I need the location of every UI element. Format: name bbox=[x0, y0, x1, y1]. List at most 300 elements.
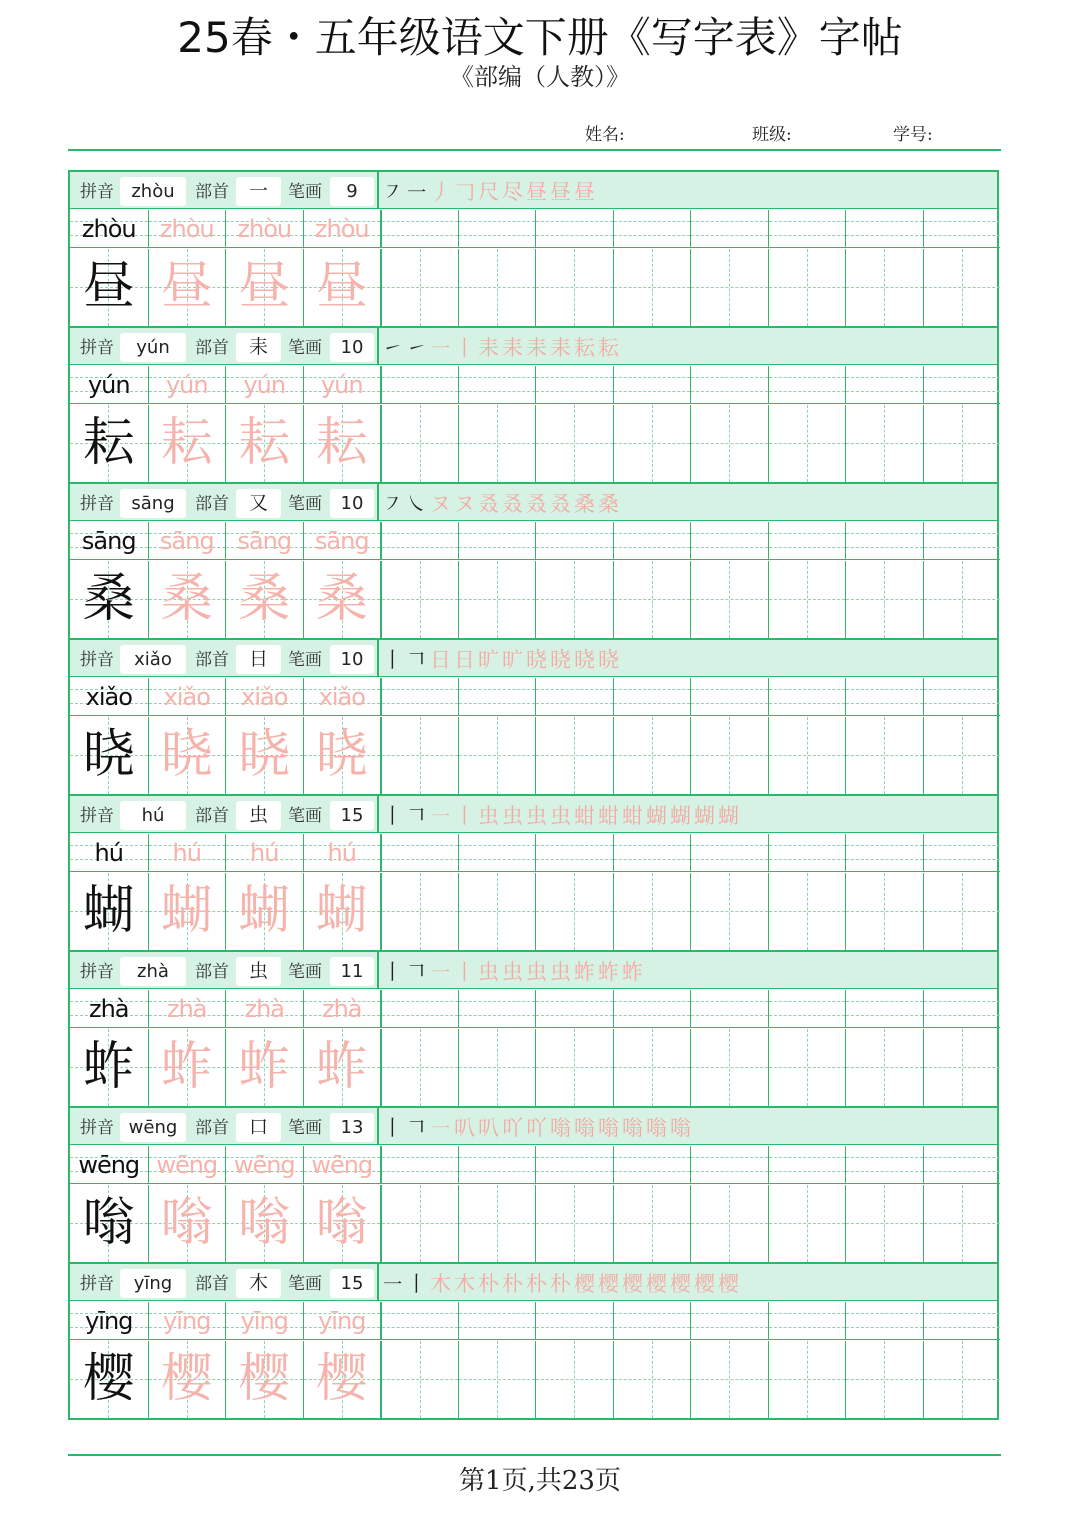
character-model: 蚱 bbox=[82, 1037, 135, 1097]
pinyin-value: wēng bbox=[120, 1113, 186, 1142]
character-practice-cell bbox=[458, 561, 536, 638]
stroke-step: 木 bbox=[454, 1272, 478, 1296]
pinyin-practice-cell bbox=[458, 678, 536, 716]
practice-grid bbox=[68, 170, 999, 1420]
character-info-row bbox=[70, 326, 997, 365]
character-practice-cell bbox=[845, 561, 923, 638]
stroke-step: 日 bbox=[454, 648, 478, 672]
stroke-count-label: 笔画 bbox=[288, 806, 322, 826]
stroke-step: 虫 bbox=[478, 804, 502, 828]
pinyin-model-cell bbox=[70, 522, 148, 560]
character-model-cell bbox=[70, 249, 148, 326]
pinyin-trace-cell bbox=[148, 1146, 226, 1184]
stroke-order-sequence bbox=[382, 487, 622, 521]
stroke-step: 𠃍 bbox=[406, 804, 430, 828]
character-practice-cell bbox=[613, 1185, 691, 1262]
radical-label: 部首 bbox=[195, 1118, 229, 1138]
character-trace-cell bbox=[225, 405, 303, 482]
character-trace: 蝴 bbox=[160, 881, 213, 941]
character-practice-cell bbox=[535, 561, 613, 638]
pinyin-trace-cell bbox=[148, 210, 226, 248]
character-practice-cell bbox=[923, 1185, 1001, 1262]
pinyin-practice-cell bbox=[535, 1302, 613, 1340]
character-trace: 桑 bbox=[315, 569, 368, 629]
pinyin-trace-cell bbox=[148, 678, 226, 716]
stroke-step: 蚶 bbox=[574, 804, 598, 828]
stroke-step: 尽 bbox=[502, 180, 526, 204]
pinyin-trace-cell bbox=[148, 522, 226, 560]
radical-value: 虫 bbox=[236, 801, 281, 830]
character-block bbox=[70, 794, 997, 950]
pinyin-label: 拼音 bbox=[80, 650, 114, 670]
pinyin-practice-cell bbox=[845, 522, 923, 560]
pinyin-practice-cell bbox=[923, 366, 1001, 404]
radical-label: 部首 bbox=[195, 650, 229, 670]
stroke-count-value: 10 bbox=[330, 645, 374, 674]
stroke-step: 朴 bbox=[502, 1272, 526, 1296]
pinyin-practice-cell bbox=[380, 522, 458, 560]
pinyin-value: yún bbox=[120, 333, 186, 362]
footer-divider bbox=[68, 1454, 1001, 1456]
pinyin-value: sāng bbox=[120, 489, 186, 518]
pinyin-practice-cell bbox=[613, 678, 691, 716]
pinyin-practice-cell bbox=[613, 366, 691, 404]
character-trace-cell bbox=[225, 873, 303, 950]
character-trace: 晓 bbox=[160, 725, 213, 785]
info-divider bbox=[377, 1108, 379, 1144]
character-practice-cell bbox=[458, 1341, 536, 1418]
pinyin-practice-cell bbox=[690, 210, 768, 248]
stroke-step: 丨 bbox=[382, 804, 406, 828]
pinyin-trace-cell bbox=[225, 1302, 303, 1340]
info-divider bbox=[377, 796, 379, 832]
pinyin-trace: zhà bbox=[166, 995, 207, 1023]
character-trace: 蚱 bbox=[238, 1037, 291, 1097]
character-trace: 蝴 bbox=[238, 881, 291, 941]
stroke-step: 耒 bbox=[478, 336, 502, 360]
stroke-step: 虫 bbox=[478, 960, 502, 984]
character-info-row bbox=[70, 638, 997, 677]
pinyin-practice-cell bbox=[845, 678, 923, 716]
pinyin-trace: zhòu bbox=[314, 215, 369, 243]
stroke-step: ㇐ bbox=[430, 336, 454, 360]
stroke-step: ヌ bbox=[430, 492, 454, 516]
character-practice-cell bbox=[380, 1029, 458, 1106]
pinyin-practice-cell bbox=[535, 990, 613, 1028]
stroke-step: 耒 bbox=[502, 336, 526, 360]
stroke-count-value: 11 bbox=[330, 957, 374, 986]
pinyin-model: zhà bbox=[88, 995, 129, 1023]
pinyin-model-cell bbox=[70, 834, 148, 872]
info-divider bbox=[377, 484, 379, 520]
pinyin-trace: hú bbox=[172, 839, 201, 867]
stroke-step: 虫 bbox=[526, 804, 550, 828]
pinyin-practice-cell bbox=[690, 1146, 768, 1184]
stroke-step: 木 bbox=[430, 1272, 454, 1296]
character-trace-cell bbox=[148, 249, 226, 326]
stroke-step: 蚱 bbox=[574, 960, 598, 984]
radical-value: 耒 bbox=[236, 333, 281, 362]
pinyin-trace-cell bbox=[303, 678, 381, 716]
character-trace-cell bbox=[303, 1185, 381, 1262]
pinyin-trace: xiǎo bbox=[318, 683, 365, 711]
stroke-step: 虫 bbox=[550, 960, 574, 984]
character-practice-cell bbox=[845, 249, 923, 326]
character-block bbox=[70, 170, 997, 326]
character-practice-cell bbox=[768, 1185, 846, 1262]
stroke-step: 嗡 bbox=[574, 1116, 598, 1140]
stroke-count-label: 笔画 bbox=[288, 338, 322, 358]
character-trace-cell bbox=[148, 717, 226, 794]
info-divider bbox=[377, 1264, 379, 1300]
character-practice-cell bbox=[845, 873, 923, 950]
stroke-order-sequence bbox=[382, 799, 742, 833]
character-block bbox=[70, 326, 997, 482]
header-divider bbox=[68, 149, 1001, 151]
character-block bbox=[70, 638, 997, 794]
pinyin-model: yún bbox=[87, 371, 130, 399]
pinyin-trace: yīng bbox=[240, 1307, 288, 1335]
pinyin-practice-cell bbox=[845, 834, 923, 872]
character-practice-cell bbox=[768, 717, 846, 794]
character-practice-cell bbox=[380, 1341, 458, 1418]
pinyin-practice-cell bbox=[535, 678, 613, 716]
character-trace-cell bbox=[303, 873, 381, 950]
pinyin-model: hú bbox=[94, 839, 123, 867]
stroke-step: 耒 bbox=[550, 336, 574, 360]
pinyin-practice-cell bbox=[613, 1146, 691, 1184]
character-model: 晓 bbox=[82, 725, 135, 785]
character-model: 耘 bbox=[82, 413, 135, 473]
pinyin-practice-cell bbox=[768, 1302, 846, 1340]
character-trace-cell bbox=[225, 1341, 303, 1418]
character-practice-cell bbox=[768, 405, 846, 482]
stroke-step: 叭 bbox=[454, 1116, 478, 1140]
character-trace-cell bbox=[303, 1341, 381, 1418]
pinyin-model-cell bbox=[70, 990, 148, 1028]
pinyin-practice-cell bbox=[690, 990, 768, 1028]
pinyin-practice-cell bbox=[535, 522, 613, 560]
pinyin-trace: xiǎo bbox=[163, 683, 210, 711]
pinyin-model: sāng bbox=[81, 527, 136, 555]
stroke-step: ㇀ bbox=[406, 336, 430, 360]
character-trace-cell bbox=[225, 717, 303, 794]
pinyin-practice-cell bbox=[690, 366, 768, 404]
character-practice-cell bbox=[845, 405, 923, 482]
stroke-step: 旷 bbox=[478, 648, 502, 672]
pinyin-model: yīng bbox=[85, 1307, 133, 1335]
student-number-field-label: 学号: bbox=[893, 125, 933, 145]
stroke-step: 桑 bbox=[574, 492, 598, 516]
pinyin-trace: wēng bbox=[233, 1151, 295, 1179]
pinyin-practice-cell bbox=[845, 1146, 923, 1184]
character-trace: 蝴 bbox=[315, 881, 368, 941]
stroke-count-value: 15 bbox=[330, 1269, 374, 1298]
character-practice-cell bbox=[845, 1341, 923, 1418]
radical-label: 部首 bbox=[195, 338, 229, 358]
character-trace-cell bbox=[148, 873, 226, 950]
stroke-step: 樱 bbox=[574, 1272, 598, 1296]
pinyin-trace-cell bbox=[303, 990, 381, 1028]
radical-value: 又 bbox=[236, 489, 281, 518]
character-trace: 昼 bbox=[315, 257, 368, 317]
character-practice-cell bbox=[690, 1341, 768, 1418]
pinyin-trace: zhà bbox=[321, 995, 362, 1023]
stroke-step: 蚶 bbox=[622, 804, 646, 828]
character-practice-cell bbox=[535, 1341, 613, 1418]
character-trace-cell bbox=[303, 1029, 381, 1106]
stroke-count-value: 10 bbox=[330, 489, 374, 518]
character-practice-cell bbox=[845, 1185, 923, 1262]
character-trace-cell bbox=[148, 561, 226, 638]
character-trace: 嗡 bbox=[315, 1193, 368, 1253]
pinyin-value: zhà bbox=[120, 957, 186, 986]
character-trace: 嗡 bbox=[160, 1193, 213, 1253]
pinyin-practice-cell bbox=[768, 834, 846, 872]
character-info-row bbox=[70, 482, 997, 521]
info-divider bbox=[377, 172, 379, 208]
radical-label: 部首 bbox=[195, 494, 229, 514]
pinyin-practice-cell bbox=[690, 522, 768, 560]
character-practice-cell bbox=[458, 717, 536, 794]
pinyin-model: xiǎo bbox=[85, 683, 132, 711]
character-model-cell bbox=[70, 717, 148, 794]
character-trace-cell bbox=[225, 249, 303, 326]
stroke-step: 丨 bbox=[454, 336, 478, 360]
stroke-step: 嗡 bbox=[598, 1116, 622, 1140]
character-trace-cell bbox=[148, 405, 226, 482]
pinyin-trace-cell bbox=[225, 366, 303, 404]
pinyin-trace: xiǎo bbox=[241, 683, 288, 711]
pinyin-value: hú bbox=[120, 801, 186, 830]
pinyin-model: zhòu bbox=[81, 215, 136, 243]
character-practice-cell bbox=[535, 717, 613, 794]
stroke-count-value: 13 bbox=[330, 1113, 374, 1142]
character-trace: 昼 bbox=[238, 257, 291, 317]
character-practice-cell bbox=[845, 717, 923, 794]
pinyin-trace-cell bbox=[303, 522, 381, 560]
pinyin-practice-cell bbox=[923, 1302, 1001, 1340]
radical-label: 部首 bbox=[195, 806, 229, 826]
character-trace: 桑 bbox=[160, 569, 213, 629]
character-practice-cell bbox=[613, 561, 691, 638]
name-field-label: 姓名: bbox=[585, 125, 625, 145]
character-info-row bbox=[70, 1262, 997, 1301]
pinyin-model-cell bbox=[70, 1302, 148, 1340]
pinyin-trace: yún bbox=[243, 371, 286, 399]
stroke-count-value: 9 bbox=[330, 177, 374, 206]
character-practice-cell bbox=[690, 249, 768, 326]
pinyin-label: 拼音 bbox=[80, 962, 114, 982]
pinyin-trace: zhòu bbox=[159, 215, 214, 243]
character-practice-cell bbox=[690, 1185, 768, 1262]
character-model: 桑 bbox=[82, 569, 135, 629]
pinyin-trace: sāng bbox=[314, 527, 369, 555]
character-trace-cell bbox=[148, 1341, 226, 1418]
pinyin-model-cell bbox=[70, 366, 148, 404]
character-practice-cell bbox=[923, 405, 1001, 482]
pinyin-trace-cell bbox=[303, 1302, 381, 1340]
character-practice-cell bbox=[690, 561, 768, 638]
stroke-step: ㇐ bbox=[382, 1272, 406, 1296]
pinyin-trace: yún bbox=[320, 371, 363, 399]
pinyin-practice-cell bbox=[923, 1146, 1001, 1184]
character-practice-cell bbox=[613, 1341, 691, 1418]
stroke-step: 耘 bbox=[574, 336, 598, 360]
stroke-step: 𠃍 bbox=[406, 1116, 430, 1140]
character-trace-cell bbox=[303, 249, 381, 326]
pinyin-practice-cell bbox=[458, 1146, 536, 1184]
stroke-count-value: 15 bbox=[330, 801, 374, 830]
stroke-step: 樱 bbox=[622, 1272, 646, 1296]
pinyin-label: 拼音 bbox=[80, 1274, 114, 1294]
character-trace: 耘 bbox=[160, 413, 213, 473]
character-trace-cell bbox=[148, 1029, 226, 1106]
stroke-step: ㇐ bbox=[430, 804, 454, 828]
stroke-count-label: 笔画 bbox=[288, 650, 322, 670]
character-practice-cell bbox=[923, 561, 1001, 638]
character-practice-cell bbox=[535, 249, 613, 326]
pinyin-practice-cell bbox=[458, 522, 536, 560]
character-practice-cell bbox=[458, 1029, 536, 1106]
pinyin-value: zhòu bbox=[120, 177, 186, 206]
pinyin-value: xiǎo bbox=[120, 645, 186, 674]
character-model-cell bbox=[70, 873, 148, 950]
pinyin-trace-cell bbox=[148, 834, 226, 872]
stroke-step: 蝴 bbox=[670, 804, 694, 828]
pinyin-practice-cell bbox=[380, 1302, 458, 1340]
character-practice-cell bbox=[923, 249, 1001, 326]
character-practice-cell bbox=[690, 717, 768, 794]
page-number: 第1页,共23页 bbox=[459, 1466, 621, 1496]
character-trace: 樱 bbox=[160, 1349, 213, 1409]
pinyin-practice-cell bbox=[380, 678, 458, 716]
character-practice-cell bbox=[458, 1185, 536, 1262]
character-practice-cell bbox=[380, 873, 458, 950]
stroke-step: 耘 bbox=[598, 336, 622, 360]
stroke-step: 丨 bbox=[454, 960, 478, 984]
character-practice-cell bbox=[380, 1185, 458, 1262]
pinyin-practice-cell bbox=[613, 1302, 691, 1340]
character-trace-cell bbox=[303, 561, 381, 638]
stroke-step: 叭 bbox=[478, 1116, 502, 1140]
radical-label: 部首 bbox=[195, 962, 229, 982]
pinyin-practice-cell bbox=[845, 1302, 923, 1340]
character-practice-cell bbox=[380, 249, 458, 326]
info-divider bbox=[377, 328, 379, 364]
character-model-cell bbox=[70, 561, 148, 638]
character-practice-cell bbox=[768, 873, 846, 950]
pinyin-model: wēng bbox=[78, 1151, 140, 1179]
character-block bbox=[70, 482, 997, 638]
page-title: 25春・五年级语文下册《写字表》字帖 bbox=[177, 13, 903, 62]
stroke-order-sequence bbox=[382, 331, 622, 365]
pinyin-trace: hú bbox=[327, 839, 356, 867]
pinyin-practice-cell bbox=[923, 990, 1001, 1028]
stroke-step: 丨 bbox=[406, 1272, 430, 1296]
pinyin-trace-cell bbox=[225, 522, 303, 560]
stroke-step: 叒 bbox=[526, 492, 550, 516]
stroke-step: 朴 bbox=[478, 1272, 502, 1296]
stroke-step: 蝴 bbox=[718, 804, 742, 828]
pinyin-trace-cell bbox=[225, 1146, 303, 1184]
page-subtitle: 《部编（人教）》 bbox=[450, 63, 630, 91]
character-info-row bbox=[70, 170, 997, 209]
character-model-cell bbox=[70, 1185, 148, 1262]
character-practice-cell bbox=[613, 873, 691, 950]
info-divider bbox=[377, 640, 379, 676]
character-trace-cell bbox=[303, 405, 381, 482]
stroke-step: 叒 bbox=[478, 492, 502, 516]
character-practice-cell bbox=[768, 1341, 846, 1418]
character-practice-cell bbox=[535, 1029, 613, 1106]
stroke-step: 樱 bbox=[718, 1272, 742, 1296]
pinyin-practice-cell bbox=[613, 990, 691, 1028]
stroke-step: ㇇ bbox=[382, 180, 406, 204]
stroke-order-sequence bbox=[382, 643, 622, 677]
character-practice-cell bbox=[458, 249, 536, 326]
stroke-step: 樱 bbox=[598, 1272, 622, 1296]
stroke-step: 丨 bbox=[382, 960, 406, 984]
character-model-cell bbox=[70, 1029, 148, 1106]
character-block bbox=[70, 1262, 997, 1418]
character-practice-cell bbox=[535, 1185, 613, 1262]
pinyin-trace: zhòu bbox=[237, 215, 292, 243]
stroke-count-label: 笔画 bbox=[288, 182, 322, 202]
pinyin-practice-cell bbox=[535, 210, 613, 248]
character-block bbox=[70, 950, 997, 1106]
character-practice-cell bbox=[535, 873, 613, 950]
pinyin-label: 拼音 bbox=[80, 338, 114, 358]
character-practice-cell bbox=[923, 873, 1001, 950]
pinyin-practice-cell bbox=[613, 834, 691, 872]
stroke-step: 晓 bbox=[526, 648, 550, 672]
pinyin-practice-cell bbox=[768, 678, 846, 716]
stroke-step: 嗡 bbox=[550, 1116, 574, 1140]
stroke-order-sequence bbox=[382, 1267, 742, 1301]
character-trace: 昼 bbox=[160, 257, 213, 317]
character-trace: 耘 bbox=[238, 413, 291, 473]
stroke-step: 虫 bbox=[502, 804, 526, 828]
character-trace-cell bbox=[225, 1029, 303, 1106]
stroke-step: 樱 bbox=[646, 1272, 670, 1296]
radical-value: 口 bbox=[236, 1113, 281, 1142]
character-trace: 晓 bbox=[238, 725, 291, 785]
stroke-step: 尺 bbox=[478, 180, 502, 204]
stroke-step: 丨 bbox=[454, 804, 478, 828]
pinyin-trace-cell bbox=[148, 366, 226, 404]
pinyin-trace: yīng bbox=[318, 1307, 366, 1335]
pinyin-practice-cell bbox=[458, 1302, 536, 1340]
character-info-row bbox=[70, 794, 997, 833]
pinyin-trace: wēng bbox=[311, 1151, 373, 1179]
character-trace-cell bbox=[225, 1185, 303, 1262]
stroke-step: 虫 bbox=[526, 960, 550, 984]
stroke-step: 虫 bbox=[550, 804, 574, 828]
pinyin-practice-cell bbox=[380, 834, 458, 872]
pinyin-trace: yún bbox=[165, 371, 208, 399]
radical-value: 一 bbox=[236, 177, 281, 206]
stroke-step: ㇏ bbox=[406, 492, 430, 516]
stroke-step: 虫 bbox=[502, 960, 526, 984]
pinyin-practice-cell bbox=[845, 990, 923, 1028]
pinyin-trace-cell bbox=[303, 834, 381, 872]
pinyin-trace: sāng bbox=[237, 527, 292, 555]
pinyin-trace-cell bbox=[303, 1146, 381, 1184]
stroke-step: 蚱 bbox=[622, 960, 646, 984]
pinyin-practice-cell bbox=[923, 834, 1001, 872]
stroke-step: 晓 bbox=[550, 648, 574, 672]
